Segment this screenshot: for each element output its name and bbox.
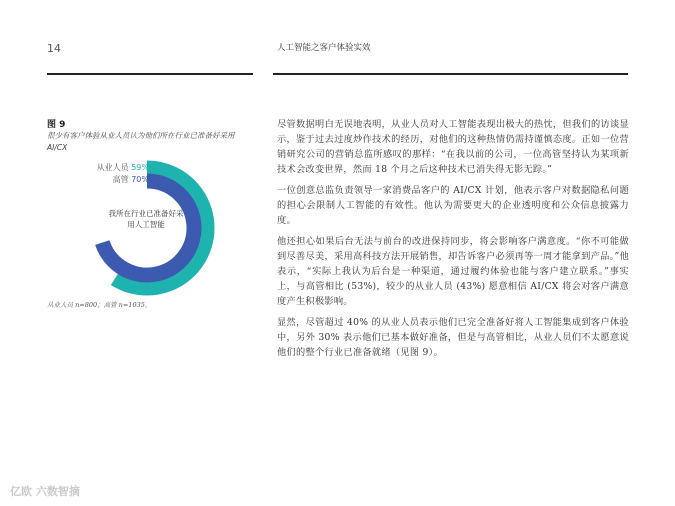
legend-label-practitioners: 从业人员 xyxy=(96,163,129,172)
running-title: 人工智能之客户体验实效 xyxy=(277,43,371,53)
figure-caption xyxy=(47,130,257,154)
sample-size-note: 从业人员 n=800；高管 n=1035。 xyxy=(47,301,152,309)
watermark-logo: 亿欧 六数智摘 xyxy=(10,485,80,498)
radial-chart xyxy=(47,158,267,308)
body-paragraph-1: 尽管数据明白无误地表明，从业人员对人工智能表现出极大的热忱，但我们的访谈显示，鉴于过去过度炒作技术的经历，对他们的这种热情仍需持谨慎态度。正如一位营销研究公司的营销总监所感叹的那样：“在我以前的公司，一位高管坚持认为某项新技术会改变世界，然而 18 个月之后这种技术已消失得无影无踪。” xyxy=(277,119,629,175)
legend-label-executives: 高管 xyxy=(112,175,129,184)
body-paragraph-2: 一位创意总监负责领导一家消费品客户的 AI/CX 计划，他表示客户对数据隐私问题的担心会限制人工智能的有效性。他认为需要更大的企业透明度和公众信息披露力度。 xyxy=(277,185,629,226)
chart-center-text: 我所在行业已准备好采用人工智能 xyxy=(108,209,184,229)
radial-chart-svg xyxy=(47,158,267,308)
legend-item-executives xyxy=(113,174,149,185)
body-paragraph-3: 他还担心如果后台无法与前台的改进保持同步，将会影响客户满意度。“你不可能做到尽善尽美，采用高科技方法开展销售，却告诉客户必须再等一周才能拿到产品。”他表示，“实际上我认为后台是一种渠道，通过履约体验也能与客户建立联系。”事实上，与高管相比 (53%)，较少的从业人员 (43%) 愿意相信 AI/CX 将会对客户满意度产生积极影响。 xyxy=(277,236,629,307)
figure-caption-text: 很少有客户体验从业人员认为他们所在行业已准备好采用 xyxy=(47,131,235,140)
figure-caption-en: AI/CX xyxy=(47,143,68,152)
legend-value-executives: 70% xyxy=(131,175,149,184)
body-text xyxy=(277,117,629,366)
legend-item-practitioners xyxy=(97,162,149,173)
body-paragraph-4: 显然，尽管超过 40% 的从业人员表示他们已完全准备好将人工智能集成到客户体验中，另外 30% 表示他们已基本做好准备，但是与高管相比，从业人员们不太愿意说他们的整个行业已准备就绪（见图 9）。 xyxy=(277,317,629,358)
right-header-rule xyxy=(273,73,628,75)
legend-value-practitioners: 59% xyxy=(131,163,149,172)
left-header-rule xyxy=(47,73,253,75)
page-number: 14 xyxy=(47,42,61,55)
figure-label: 图 9 xyxy=(47,120,66,130)
